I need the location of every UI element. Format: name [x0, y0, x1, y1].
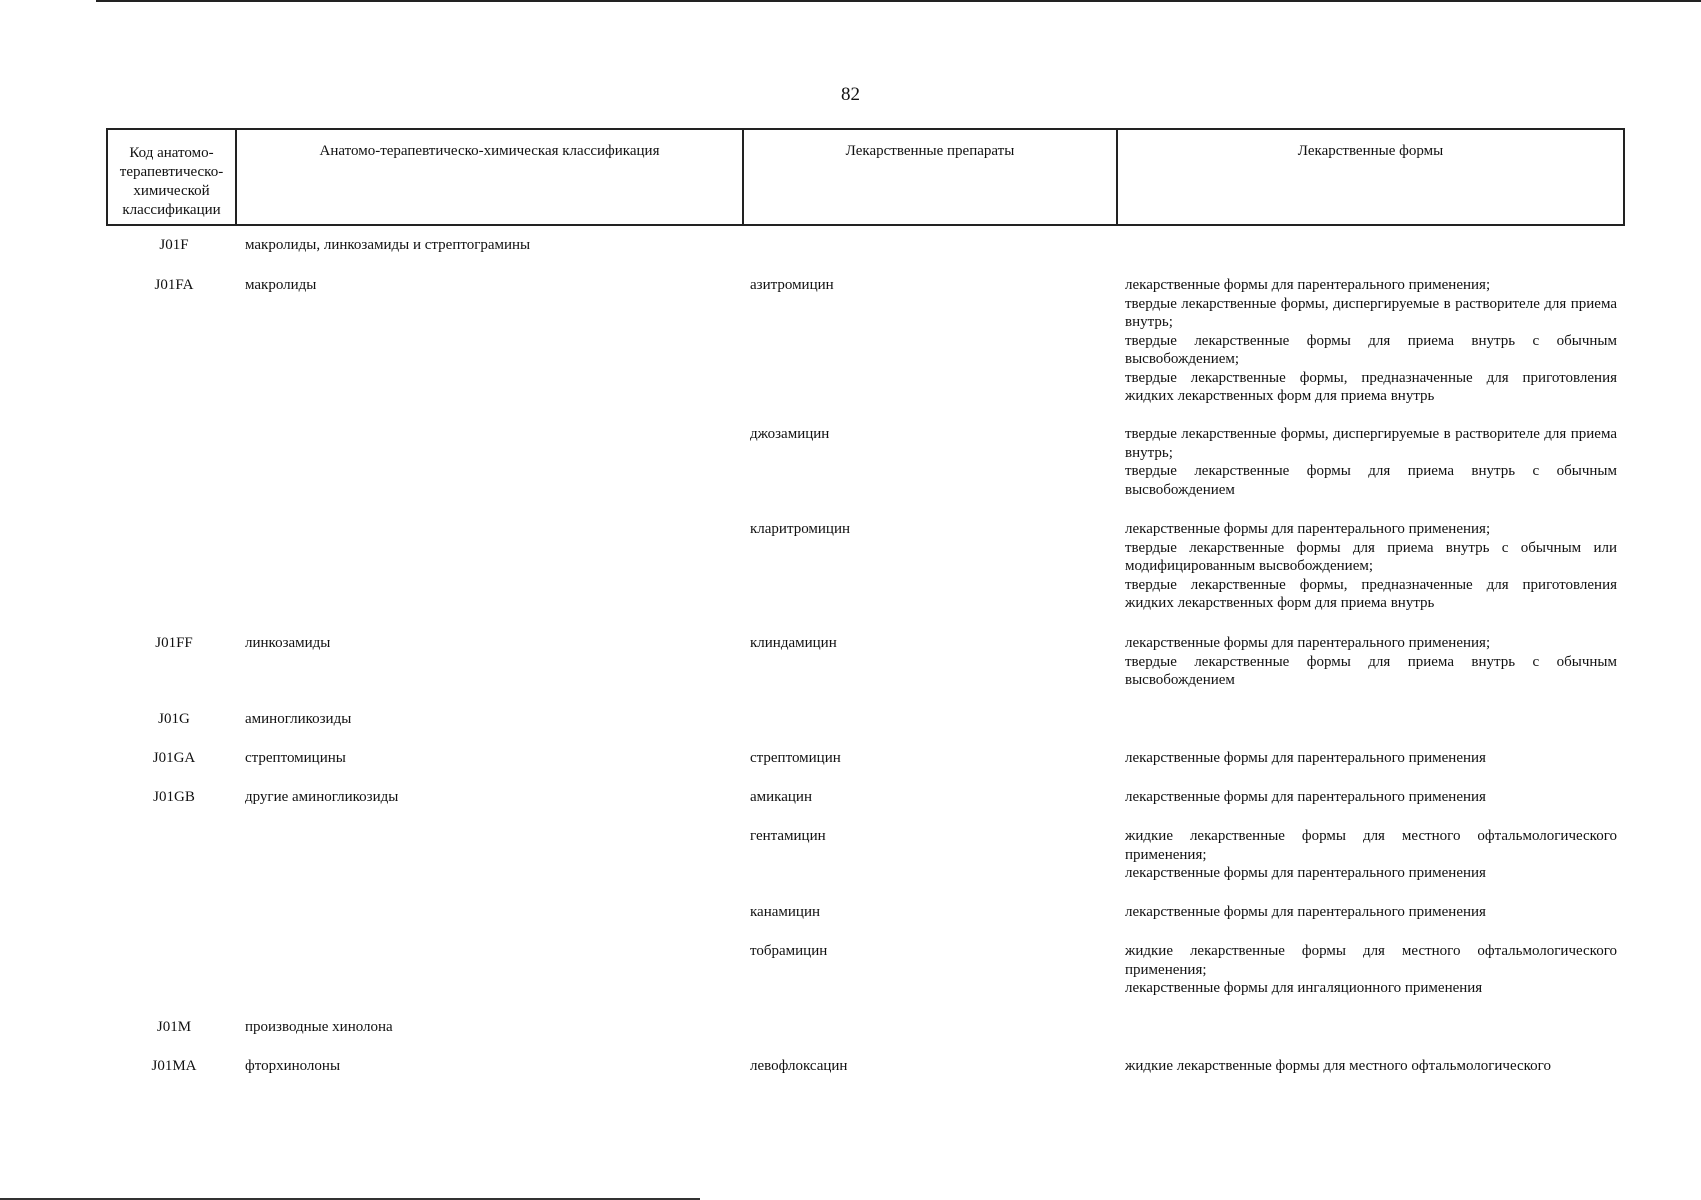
form-item: лекарственные формы для парентерального применения; — [1125, 521, 1491, 537]
row-class-name: другие аминогликозиды — [245, 789, 399, 805]
row-code: J01GB — [153, 789, 195, 805]
header-drugs: Лекарственные препараты — [743, 129, 1117, 225]
row-drug: канамицин — [750, 904, 821, 920]
form-item: твердые лекарственные формы для приема внутрь с обычным высвобождением — [1125, 463, 1617, 498]
row-drug: джозамицин — [750, 426, 830, 442]
table-header — [106, 128, 1625, 226]
row-code: J01FA — [154, 277, 194, 293]
row-drug: азитромицин — [750, 277, 834, 293]
form-item: жидкие лекарственные формы для местного офтальмологического применения; — [1125, 828, 1617, 863]
row-code: J01M — [156, 1019, 192, 1035]
row-forms — [1125, 749, 1617, 768]
form-item: твердые лекарственные формы для приема внутрь с обычным высвобождением; — [1125, 332, 1617, 367]
row-drug: гентамицин — [750, 828, 826, 844]
form-item: твердые лекарственные формы для приема внутрь с обычным или модифицированным высвобождением; — [1125, 539, 1617, 574]
page-number: 82 — [841, 84, 860, 105]
form-item: твердые лекарственные формы, предназначенные для приготовления жидких лекарственных форм для приема внутрь — [1125, 369, 1617, 404]
form-item: лекарственные формы для парентерального применения — [1125, 750, 1486, 766]
row-class-name: макролиды — [245, 277, 317, 293]
row-forms — [1125, 425, 1617, 499]
form-item: лекарственные формы для парентерального применения; — [1125, 277, 1491, 293]
header-atc-code: Код анатомо-терапевтическо-химической классификации — [107, 129, 236, 225]
row-forms — [1125, 827, 1617, 883]
row-forms — [1125, 520, 1617, 613]
row-class-name: макролиды, линкозамиды и стрептограмины — [245, 237, 531, 253]
row-code: J01MA — [151, 1058, 197, 1074]
row-forms — [1125, 276, 1617, 406]
row-drug: стрептомицин — [750, 750, 841, 766]
row-drug: левофлоксацин — [750, 1058, 848, 1074]
row-forms — [1125, 634, 1617, 690]
row-drug: амикацин — [750, 789, 812, 805]
form-item: жидкие лекарственные формы для местного офтальмологического — [1125, 1058, 1551, 1074]
row-class-name: производные хинолона — [245, 1019, 393, 1035]
top-rule — [96, 0, 1701, 2]
row-class-name: линкозамиды — [245, 635, 331, 651]
form-item: твердые лекарственные формы для приема внутрь с обычным высвобождением — [1125, 653, 1617, 688]
row-drug: клиндамицин — [750, 635, 837, 651]
row-forms — [1125, 903, 1617, 922]
row-class-name: аминогликозиды — [245, 711, 352, 727]
form-item: твердые лекарственные формы, диспергируемые в растворителе для приема внутрь; — [1125, 295, 1617, 330]
row-drug: кларитромицин — [750, 521, 851, 537]
header-dosage-forms: Лекарственные формы — [1117, 129, 1624, 225]
form-item: лекарственные формы для парентерального применения — [1125, 865, 1486, 881]
row-code: J01G — [158, 711, 190, 727]
row-class-name: фторхинолоны — [245, 1058, 341, 1074]
form-item: жидкие лекарственные формы для местного офтальмологического применения; — [1125, 943, 1617, 978]
row-code: J01F — [159, 237, 189, 253]
form-item: лекарственные формы для парентерального применения — [1125, 789, 1486, 805]
row-code: J01GA — [152, 750, 196, 766]
form-item: лекарственные формы для парентерального применения — [1125, 904, 1486, 920]
form-item: твердые лекарственные формы, диспергируемые в растворителе для приема внутрь; — [1125, 426, 1617, 461]
row-drug: тобрамицин — [750, 943, 828, 959]
row-code: J01FF — [155, 635, 193, 651]
row-forms — [1125, 1057, 1617, 1076]
row-forms — [1125, 942, 1617, 998]
form-item: лекарственные формы для парентерального применения; — [1125, 635, 1491, 651]
row-class-name: стрептомицины — [245, 750, 346, 766]
form-item: твердые лекарственные формы, предназначенные для приготовления жидких лекарственных форм для приема внутрь — [1125, 576, 1617, 611]
header-atc-classification: Анатомо-терапевтическо-химическая классификация — [236, 129, 743, 225]
row-forms — [1125, 788, 1617, 807]
header-row — [107, 129, 1624, 225]
form-item: лекарственные формы для ингаляционного применения — [1125, 980, 1483, 996]
